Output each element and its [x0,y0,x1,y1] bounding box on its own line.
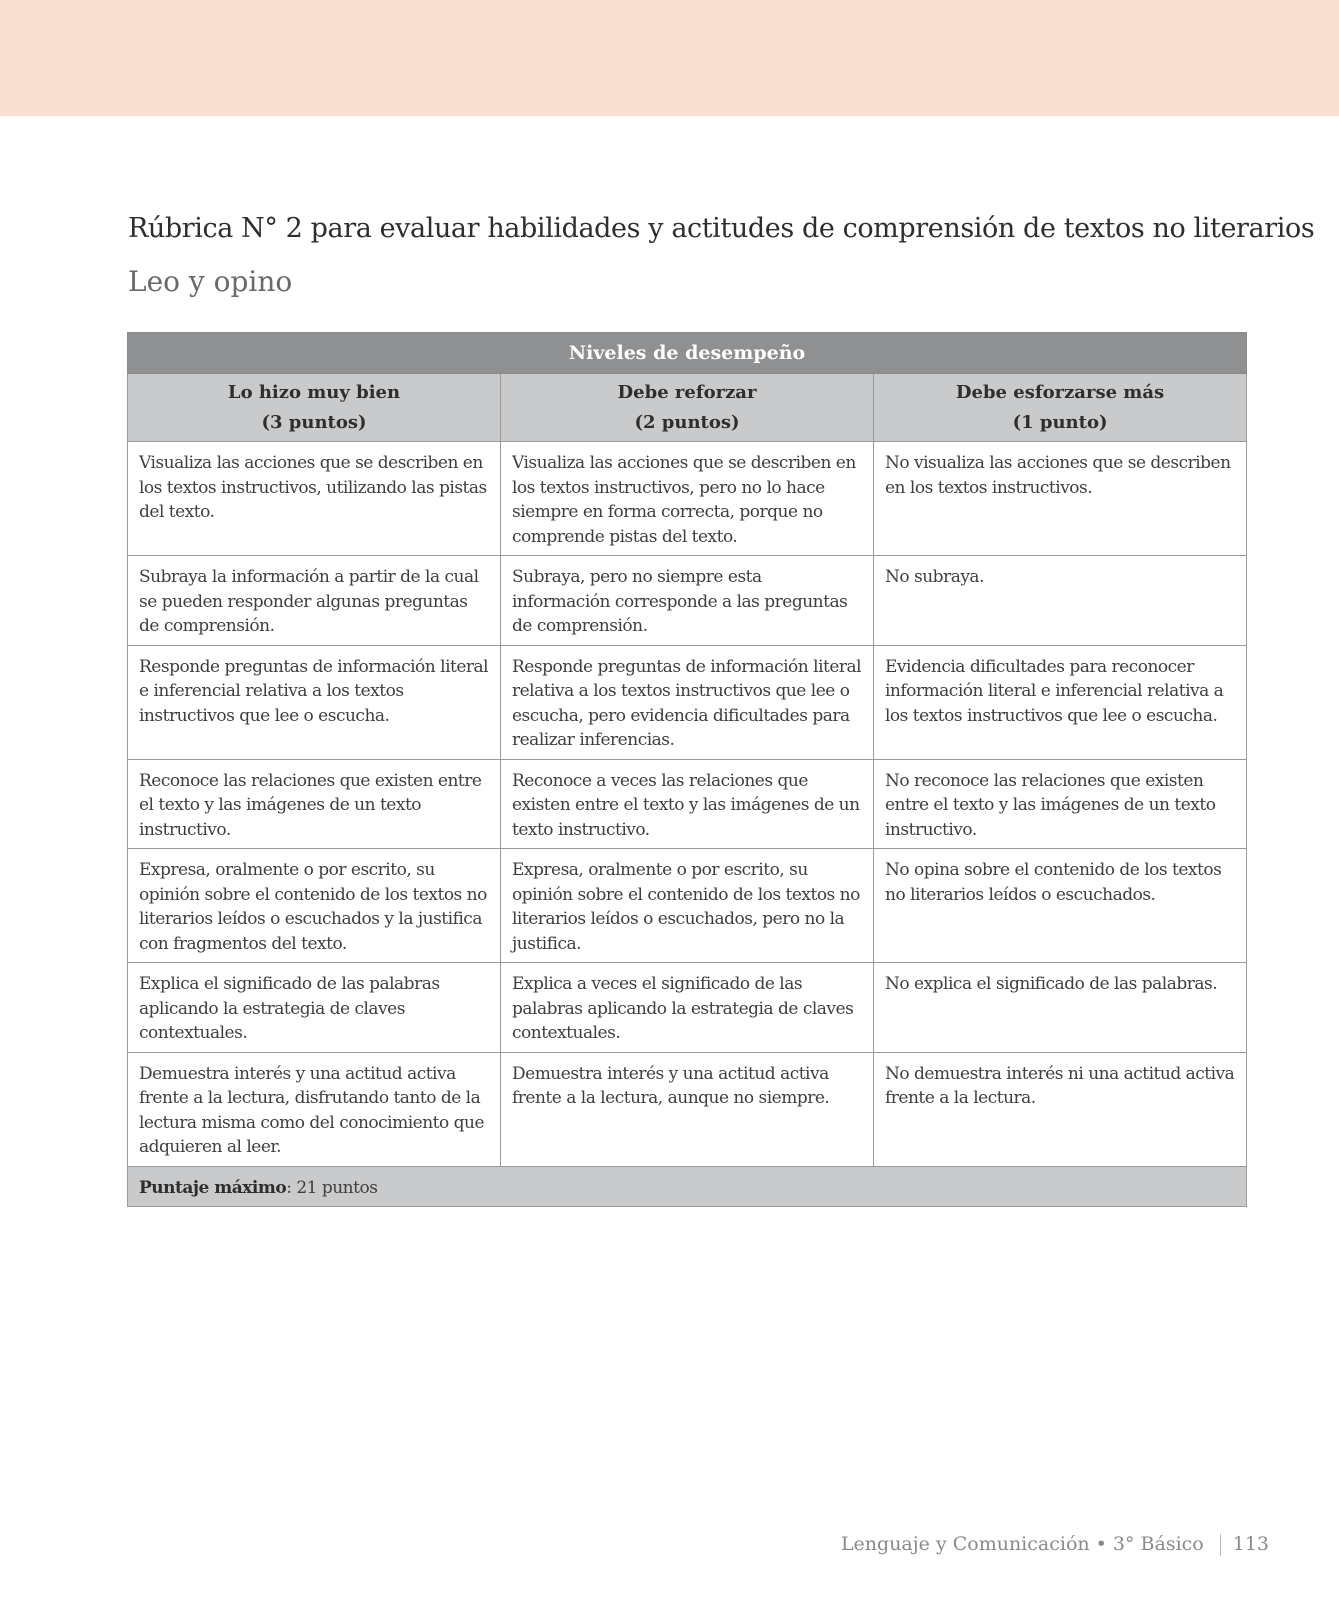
table-cell: Reconoce a veces las relaciones que existen entre el texto y las imágenes de un texto instructivo. [501,759,874,849]
level-header-2 [501,374,874,442]
max-score-value: : 21 puntos [286,1177,378,1198]
table-row [128,963,1247,1053]
table-row [128,759,1247,849]
table-cell: Visualiza las acciones que se describen en los textos instructivos, pero no lo hace siempre en forma correcta, porque no comprende pistas del texto. [501,442,874,556]
level-points: (3 puntos) [261,411,367,433]
table-cell: Evidencia dificultades para reconocer información literal e inferencial relativa a los textos instructivos que lee o escucha. [874,645,1247,759]
table-cell: Reconoce las relaciones que existen entre el texto y las imágenes de un texto instructivo. [128,759,501,849]
level-points: (1 punto) [1012,411,1108,433]
level-name: Debe reforzar [617,381,757,403]
table-cell: Responde preguntas de información literal relativa a los textos instructivos que lee o escucha, pero evidencia dificultades para realizar inferencias. [501,645,874,759]
table-cell: Demuestra interés y una actitud activa frente a la lectura, disfrutando tanto de la lectura misma como del conocimiento que adquieren al leer. [128,1052,501,1166]
level-header-3 [128,374,501,442]
levels-band-header: Niveles de desempeño [128,333,1247,374]
table-cell: Expresa, oralmente o por escrito, su opinión sobre el contenido de los textos no literarios leídos o escuchados, pero no la justifica. [501,849,874,963]
table-cell: Subraya la información a partir de la cual se pueden responder algunas preguntas de comprensión. [128,556,501,646]
table-cell: Visualiza las acciones que se describen en los textos instructivos, utilizando las pistas del texto. [128,442,501,556]
table-row [128,849,1247,963]
level-name: Debe esforzarse más [955,381,1165,403]
max-score-cell [128,1166,1247,1207]
level-header-1 [874,374,1247,442]
table-cell: Explica a veces el significado de las palabras aplicando la estrategia de claves contextuales. [501,963,874,1053]
page-footer [841,1533,1269,1556]
level-name: Lo hizo muy bien [227,381,401,403]
table-cell: No visualiza las acciones que se describen en los textos instructivos. [874,442,1247,556]
table-cell: No subraya. [874,556,1247,646]
footer-divider [1220,1534,1221,1556]
page-number: 113 [1232,1533,1269,1555]
table-cell: Responde preguntas de información literal e inferencial relativa a los textos instructivos que lee o escucha. [128,645,501,759]
table-cell: No explica el significado de las palabras. [874,963,1247,1053]
rubric-table [127,332,1247,1207]
table-cell: Explica el significado de las palabras aplicando la estrategia de claves contextuales. [128,963,501,1053]
table-row [128,1052,1247,1166]
table-row [128,442,1247,556]
table-cell: Expresa, oralmente o por escrito, su opinión sobre el contenido de los textos no literarios leídos o escuchados y la justifica con fragmentos del texto. [128,849,501,963]
table-row [128,645,1247,759]
level-header-row [128,374,1247,442]
table-row [128,556,1247,646]
table-cell: Subraya, pero no siempre esta información corresponde a las preguntas de comprensión. [501,556,874,646]
max-score-label: Puntaje máximo [139,1177,287,1198]
course-label: Lenguaje y Comunicación • 3° Básico [840,1533,1204,1555]
page-subtitle: Leo y opino [128,265,293,298]
table-cell: No reconoce las relaciones que existen entre el texto y las imágenes de un texto instructivo. [874,759,1247,849]
table-cell: Demuestra interés y una actitud activa frente a la lectura, aunque no siempre. [501,1052,874,1166]
level-points: (2 puntos) [634,411,740,433]
levels-band-row [128,333,1247,374]
table-cell: No demuestra interés ni una actitud activa frente a la lectura. [874,1052,1247,1166]
max-score-row [128,1166,1247,1207]
table-cell: No opina sobre el contenido de los textos no literarios leídos o escuchados. [874,849,1247,963]
top-color-band [0,0,1339,116]
page-title: Rúbrica N° 2 para evaluar habilidades y actitudes de comprensión de textos no literarios [128,213,1315,244]
